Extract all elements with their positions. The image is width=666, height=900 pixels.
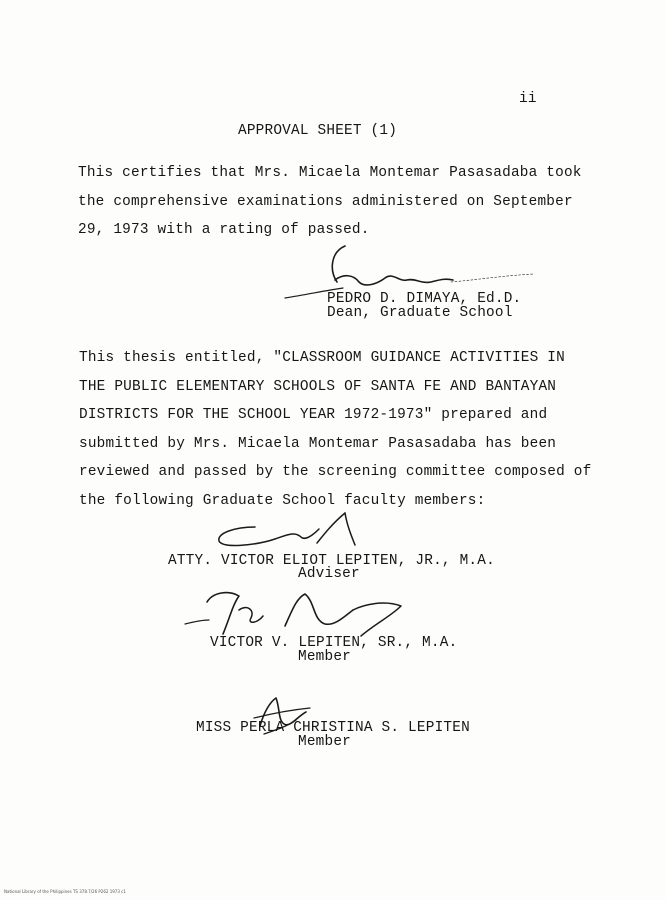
committee-member-name: ATTY. VICTOR ELIOT LEPITEN, JR., M.A. (168, 553, 495, 569)
thesis-line: DISTRICTS FOR THE SCHOOL YEAR 1972-1973" prepared and (79, 407, 548, 423)
certification-line: the comprehensive examinations administered on September (78, 194, 573, 210)
archive-footer-note: National Library of the Philippines TS 378.7/26 P262 1973 c1 (4, 889, 126, 894)
document-title: APPROVAL SHEET (1) (238, 123, 398, 139)
thesis-line: This thesis entitled, "CLASSROOM GUIDANCE ACTIVITIES IN (79, 350, 565, 366)
thesis-line: the following Graduate School faculty members: (79, 493, 486, 509)
page-number: ii (519, 91, 537, 107)
dean-name: PEDRO D. DIMAYA, Ed.D. (327, 291, 522, 307)
committee-member-role: Member (298, 734, 352, 750)
thesis-line: THE PUBLIC ELEMENTARY SCHOOLS OF SANTA FE AND BANTAYAN (79, 379, 557, 395)
committee-member-name: MISS PERLA CHRISTINA S. LEPITEN (196, 720, 470, 736)
adviser-signature (205, 505, 375, 555)
thesis-line: submitted by Mrs. Micaela Montemar Pasasadaba has been (79, 436, 557, 452)
committee-member-name: VICTOR V. LEPITEN, SR., M.A. (210, 635, 458, 651)
committee-member-role: Member (298, 649, 352, 665)
certification-line: 29, 1973 with a rating of passed. (78, 222, 370, 238)
thesis-line: reviewed and passed by the screening committee composed of (79, 464, 592, 480)
certification-line: This certifies that Mrs. Micaela Montemar Pasasadaba took (78, 165, 582, 181)
committee-member-role: Adviser (298, 566, 360, 582)
dean-title: Dean, Graduate School (327, 305, 513, 321)
